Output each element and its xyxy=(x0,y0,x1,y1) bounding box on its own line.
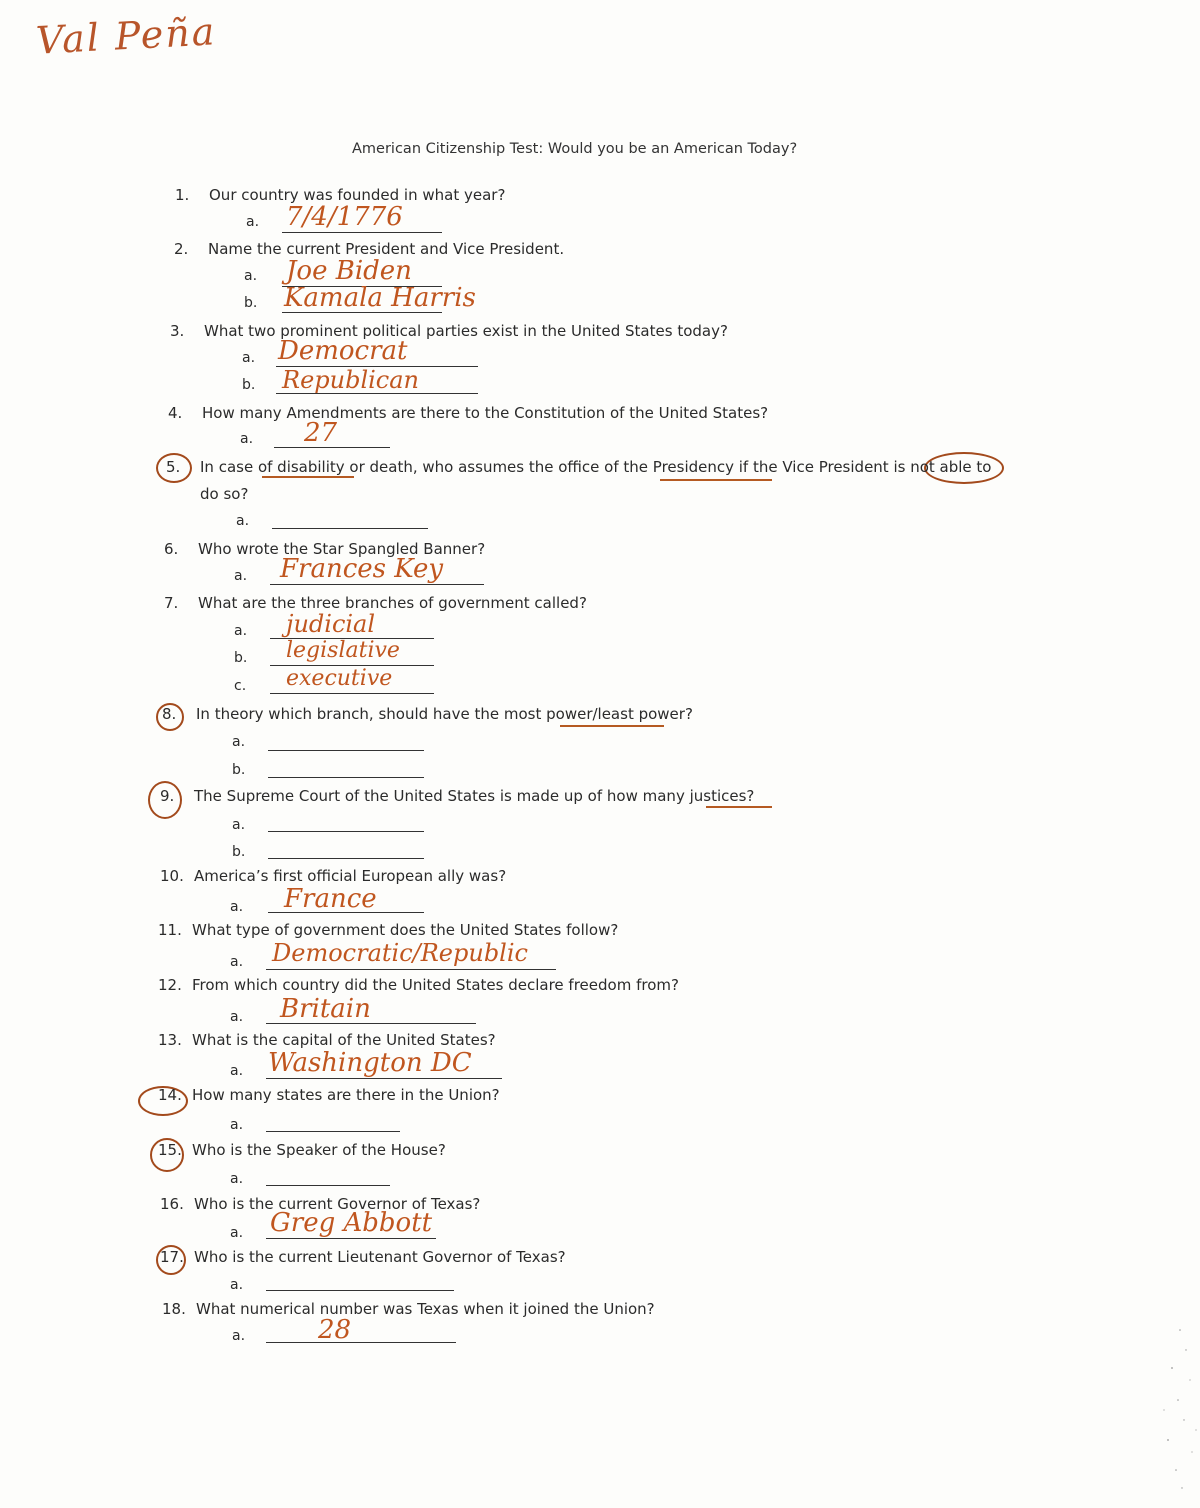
question-text: America’s first official European ally was? xyxy=(194,867,507,885)
question-9 xyxy=(160,787,754,805)
question-17 xyxy=(160,1248,566,1266)
page-title: American Citizenship Test: Would you be an American Today? xyxy=(352,141,798,157)
question-text: What type of government does the United States follow? xyxy=(192,921,619,939)
question-number: 9. xyxy=(160,787,175,805)
answer-11a: Democratic/Republic xyxy=(272,939,528,967)
answer-3a: Democrat xyxy=(278,336,408,366)
question-5 xyxy=(166,458,991,476)
question-7 xyxy=(164,594,587,612)
question-text: Who is the current Lieutenant Governor of Texas? xyxy=(194,1248,566,1266)
answer-line[interactable] xyxy=(270,584,484,585)
answer-line[interactable] xyxy=(268,750,424,751)
question-number: 4. xyxy=(168,404,183,422)
option-label: a. xyxy=(230,1277,244,1293)
option-label: a. xyxy=(230,1225,244,1241)
question-number: 1. xyxy=(175,186,190,204)
underline-mark xyxy=(262,476,354,478)
question-number: 14. xyxy=(158,1086,182,1104)
question-14 xyxy=(158,1086,500,1104)
answer-7c: executive xyxy=(286,666,393,691)
answer-line[interactable] xyxy=(266,1342,456,1343)
answer-18a: 28 xyxy=(318,1315,352,1345)
underline-mark xyxy=(560,725,664,727)
option-label: a. xyxy=(230,954,244,970)
question-number: 10. xyxy=(160,867,184,885)
option-label: a. xyxy=(242,350,256,366)
option-label: b. xyxy=(232,762,246,778)
option-label: a. xyxy=(230,1063,244,1079)
question-number: 7. xyxy=(164,594,179,612)
option-label: a. xyxy=(236,513,250,529)
question-number: 13. xyxy=(158,1031,182,1049)
answer-line[interactable] xyxy=(266,1238,436,1239)
question-18 xyxy=(162,1300,655,1318)
scan-noise xyxy=(1120,1320,1200,1500)
question-text: From which country did the United States declare freedom from? xyxy=(192,976,679,994)
question-15 xyxy=(158,1141,446,1159)
answer-16a: Greg Abbott xyxy=(270,1208,433,1238)
answer-line[interactable] xyxy=(266,1131,400,1132)
question-5-continued: do so? xyxy=(200,485,249,503)
answer-line[interactable] xyxy=(266,1078,502,1079)
question-text: What two prominent political parties exist in the United States today? xyxy=(204,322,728,340)
question-number: 18. xyxy=(162,1300,186,1318)
question-number: 12. xyxy=(158,976,182,994)
answer-10a: France xyxy=(284,884,377,914)
option-label: c. xyxy=(234,678,247,694)
question-text: Name the current President and Vice President. xyxy=(208,240,565,258)
question-text: Who is the Speaker of the House? xyxy=(192,1141,446,1159)
question-number: 16. xyxy=(160,1195,184,1213)
question-text: In theory which branch, should have the most power/least power? xyxy=(196,705,693,723)
question-text: The Supreme Court of the United States is made up of how many justices? xyxy=(194,787,755,805)
answer-6a: Frances Key xyxy=(280,554,444,584)
option-label: a. xyxy=(232,817,246,833)
question-text: What numerical number was Texas when it joined the Union? xyxy=(196,1300,655,1318)
question-12 xyxy=(158,976,679,994)
answer-line[interactable] xyxy=(272,528,428,529)
answer-line[interactable] xyxy=(268,858,424,859)
question-8 xyxy=(162,705,693,723)
question-number: 8. xyxy=(162,705,177,723)
answer-1a: 7/4/1776 xyxy=(286,202,403,232)
option-label: a. xyxy=(234,568,248,584)
answer-12a: Britain xyxy=(280,994,371,1024)
question-11 xyxy=(158,921,618,939)
question-number: 17. xyxy=(160,1248,184,1266)
question-13 xyxy=(158,1031,496,1049)
option-label: a. xyxy=(232,734,246,750)
option-label: b. xyxy=(232,844,246,860)
question-number: 5. xyxy=(166,458,181,476)
answer-7b: legislative xyxy=(286,638,400,663)
option-label: a. xyxy=(240,431,254,447)
answer-line[interactable] xyxy=(268,777,424,778)
answer-line[interactable] xyxy=(266,1290,454,1291)
answer-line[interactable] xyxy=(268,831,424,832)
question-number: 2. xyxy=(174,240,189,258)
answer-13a: Washington DC xyxy=(268,1048,472,1078)
option-label: b. xyxy=(244,295,258,311)
answer-line[interactable] xyxy=(266,1185,390,1186)
option-label: a. xyxy=(230,1171,244,1187)
question-number: 3. xyxy=(170,322,185,340)
question-3 xyxy=(170,322,728,340)
answer-3b: Republican xyxy=(282,366,420,394)
answer-line[interactable] xyxy=(282,232,442,233)
question-4 xyxy=(168,404,768,422)
answer-line[interactable] xyxy=(266,969,556,970)
option-label: a. xyxy=(230,899,244,915)
student-name-signature: Val Peña xyxy=(34,9,218,63)
answer-2b: Kamala Harris xyxy=(284,283,476,313)
answer-7a: judicial xyxy=(286,610,376,638)
question-text: In case of disability or death, who assumes the office of the Presidency if the Vice President is not able to xyxy=(200,458,992,476)
question-text: Who is the current Governor of Texas? xyxy=(194,1195,481,1213)
question-text: Our country was founded in what year? xyxy=(209,186,506,204)
question-text: Who wrote the Star Spangled Banner? xyxy=(198,540,486,558)
option-label: a. xyxy=(230,1009,244,1025)
question-number: 6. xyxy=(164,540,179,558)
answer-line[interactable] xyxy=(270,693,434,694)
underline-mark xyxy=(706,806,772,808)
question-text: What are the three branches of government called? xyxy=(198,594,587,612)
answer-2a: Joe Biden xyxy=(286,256,412,286)
option-label: a. xyxy=(246,214,260,230)
question-text: What is the capital of the United States? xyxy=(192,1031,496,1049)
question-text: How many states are there in the Union? xyxy=(192,1086,500,1104)
option-label: a. xyxy=(244,268,258,284)
answer-4a: 27 xyxy=(304,418,338,448)
question-number: 11. xyxy=(158,921,182,939)
underline-mark xyxy=(660,479,772,481)
option-label: b. xyxy=(234,650,248,666)
option-label: a. xyxy=(234,623,248,639)
option-label: b. xyxy=(242,377,256,393)
question-text: How many Amendments are there to the Constitution of the United States? xyxy=(202,404,769,422)
question-number: 15. xyxy=(158,1141,182,1159)
option-label: a. xyxy=(232,1328,246,1344)
question-10 xyxy=(160,867,506,885)
option-label: a. xyxy=(230,1117,244,1133)
